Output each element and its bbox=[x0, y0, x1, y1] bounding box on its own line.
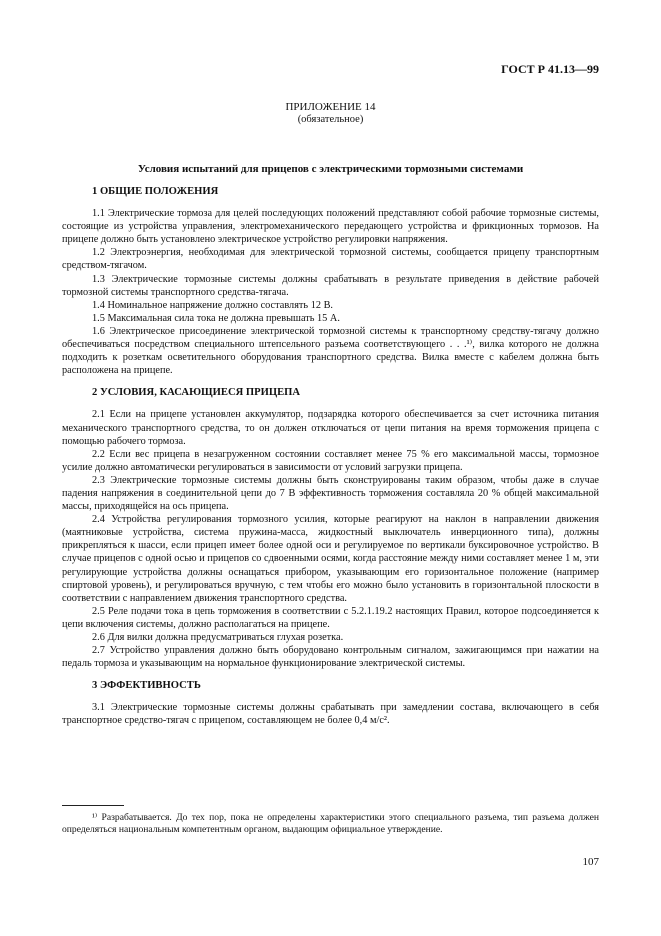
paragraph: 1.1 Электрические тормоза для целей последующих положений представляют собой рабочие тормозные системы, состоящие из устройства управления, электромеханического передающего устройства и фрикционных тормозов. На прицепе должно быть установлено электрическое устройство регулировки напряжения. bbox=[62, 208, 599, 246]
paragraph: 2.5 Реле подачи тока в цепь торможения в соответствии с 5.2.1.19.2 настоящих Правил, которое подсоединяется к цепи включения системы, должно располагаться на прицепе. bbox=[62, 605, 599, 630]
paragraph: 2.6 Для вилки должна предусматриваться глухая розетка. bbox=[92, 632, 344, 643]
paragraph: 2.7 Устройство управления должно быть оборудовано контрольным сигналом, зажигающимся при нажатии на педаль тормоза и указывающим на нормальное функционирование электрической системы. bbox=[62, 645, 599, 670]
paragraph: 1.2 Электроэнергия, необходимая для электрической тормозной системы, сообщается прицепу транспортным средством-тягачом. bbox=[62, 247, 599, 272]
appendix-title: ПРИЛОЖЕНИЕ 14 bbox=[285, 101, 376, 113]
paragraph: 2.4 Устройства регулирования тормозного усилия, которые реагируют на наклон в направлении движения (маятниковые устройства, система пружина-масса, жидкостный выключатель инверционного типа), должны прикрепляться к шасси, если прицеп имеет более одной оси и регулируемое по вертикали буксировочное устройство. В случае прицепов с одной осью и прицепов со сдвоенными осями, когда расстояние между ними составляет менее 1 м, эти регулирующие устройства должны оснащаться прибором, указывающим его горизонтальное положение (например спиртовой уровень), и регулироваться вручную, с тем чтобы его можно было установить в горизонтальной плоскости в соответствии с направлением движения транспортного средства. bbox=[62, 514, 599, 604]
paragraph: 1.4 Номинальное напряжение должно составлять 12 В. bbox=[92, 299, 334, 311]
section-heading: 3 ЭФФЕКТИВНОСТЬ bbox=[92, 680, 201, 692]
footnote: ¹⁾ Разрабатывается. До тех пор, пока не определены характеристики этого специального разъема, тип разъема должен определяться национальным компетентным органом, выдающим официальное утверждение. bbox=[62, 812, 599, 836]
standard-code: ГОСТ Р 41.13—99 bbox=[501, 62, 599, 76]
paragraph: 2.3 Электрические тормозные системы должны быть сконструированы таким образом, чтобы даже в случае падения напряжения в соединительной цепи до 7 В эффективность торможения составляла 20 % общей максимальной массы, приходящейся на ось прицепа. bbox=[62, 474, 599, 513]
appendix-note: (обязательное) bbox=[297, 114, 364, 125]
page-number: 107 bbox=[582, 856, 599, 868]
footnote-divider bbox=[62, 805, 124, 806]
paragraph: 2.2 Если вес прицепа в незагруженном состоянии составляет менее 75 % его максимальной массы, тормозное усилие должно автоматически регулироваться в зависимости от условий загрузки прицепа. bbox=[62, 448, 599, 473]
paragraph: 1.6 Электрическое присоединение электрической тормозной системы к транспортному средству-тягачу должно обеспечиваться посредством специального штепсельного разъема соответствующего . . .¹⁾, вилка которого не должна подходить к розеткам осветительного оборудования транспортного средства. Вилка вместе с кабелем должна быть расположена на прицепе. bbox=[62, 325, 599, 377]
document-body bbox=[62, 185, 599, 728]
paragraph: 3.1 Электрические тормозные системы должны срабатывать при замедлении состава, включающего в себя транспортное средство-тягач с прицепом, составляющем не более 0,4 м/с². bbox=[62, 702, 599, 727]
paragraph: 1.5 Максимальная сила тока не должна превышать 15 А. bbox=[92, 312, 340, 324]
paragraph: 2.1 Если на прицепе установлен аккумулятор, подзарядка которого обеспечивается за счет источника питания механического транспортного средства, то он должен отключаться от цепи питания на время торможения прицепа с помощью рабочего тормоза. bbox=[62, 409, 599, 447]
document-title: Условия испытаний для прицепов с электрическими тормозными системами bbox=[137, 163, 524, 175]
paragraph: 1.3 Электрические тормозные системы должны срабатывать в результате приведения в действие рабочей тормозной системы транспортного средства-тягача. bbox=[62, 273, 599, 298]
section-heading: 1 ОБЩИЕ ПОЛОЖЕНИЯ bbox=[92, 186, 219, 197]
section-heading: 2 УСЛОВИЯ, КАСАЮЩИЕСЯ ПРИЦЕПА bbox=[92, 387, 301, 399]
